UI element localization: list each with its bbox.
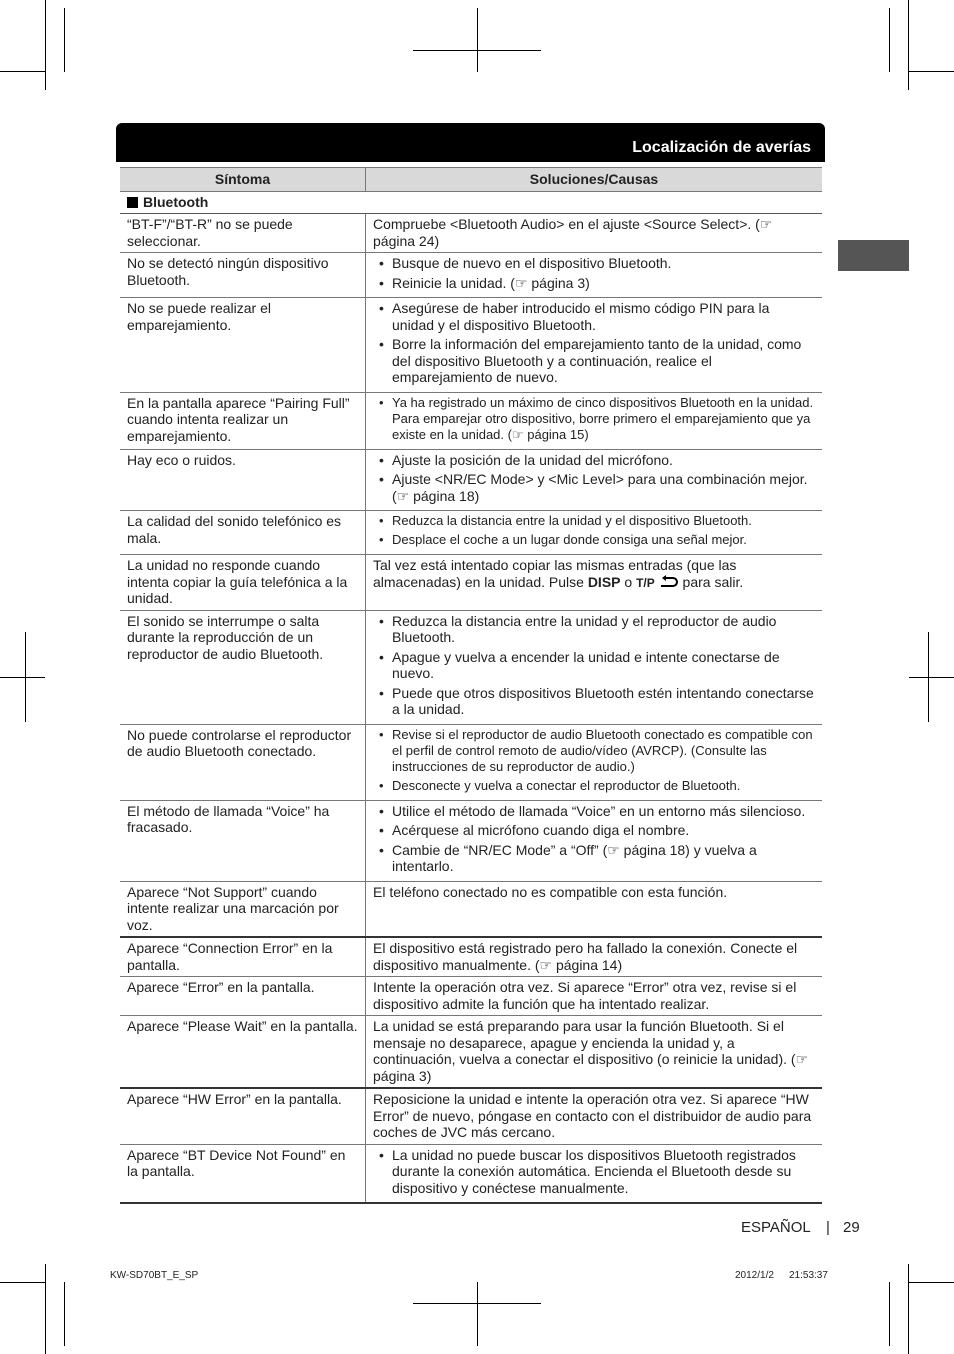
crop-mark <box>45 1264 46 1354</box>
footer-separator: | <box>826 1219 830 1236</box>
list-item: • Ajuste <NR/EC Mode> y <Mic Level> para una combinación mejor. (☞ página 18) <box>373 471 815 504</box>
section-label: Bluetooth <box>143 193 209 210</box>
symptom-cell: Aparece “Connection Error” en la pantalla. <box>120 937 366 977</box>
crop-mark <box>908 1264 909 1354</box>
solution-cell <box>366 253 823 298</box>
symptom-cell: En la pantalla aparece “Pairing Full” cuando intenta realizar un emparejamiento. <box>120 392 366 449</box>
print-time: 21:53:37 <box>789 1270 828 1281</box>
crop-mark <box>64 1282 65 1346</box>
list-item: • Asegúrese de haber introducido el mismo código PIN para la unidad y el dispositivo Bluetooth. <box>373 300 815 333</box>
symptom-cell: Aparece “HW Error” en la pantalla. <box>120 1088 366 1144</box>
crop-mark <box>908 0 909 90</box>
crop-mark <box>0 71 45 72</box>
table-row <box>120 449 822 511</box>
list-item: • Cambie de “NR/EC Mode” a “Off” (☞ página 18) y vuelva a intentarlo. <box>373 842 815 875</box>
symptom-cell: No se puede realizar el emparejamiento. <box>120 298 366 393</box>
table-row <box>120 937 822 977</box>
table-row <box>120 881 822 937</box>
table-row <box>120 1144 822 1203</box>
square-bullet-icon <box>127 197 138 208</box>
solution-cell <box>366 392 823 449</box>
symptom-cell: No se detectó ningún dispositivo Bluetooth. <box>120 253 366 298</box>
crop-mark <box>0 677 45 678</box>
symptom-cell: No puede controlarse el reproductor de audio Bluetooth conectado. <box>120 724 366 800</box>
list-item: • Apague y vuelva a encender la unidad e intente conectarse de nuevo. <box>373 649 815 682</box>
crop-mark <box>889 8 890 72</box>
solution-cell <box>366 511 823 555</box>
solution-cell <box>366 610 823 724</box>
page-title: Localización de averías <box>632 139 811 156</box>
solution-cell <box>366 1144 823 1203</box>
symptom-cell: El sonido se interrumpe o salta durante la reproducción de un reproductor de audio Bluetooth. <box>120 610 366 724</box>
table-row <box>120 253 822 298</box>
crop-mark <box>928 632 929 722</box>
list-item: • Ajuste la posición de la unidad del micrófono. <box>373 452 815 469</box>
troubleshooting-table <box>120 167 822 1204</box>
list-item: • La unidad no puede buscar los dispositivos Bluetooth registrados durante la conexión automática. Encienda el Bluetooth desde su dispositivo y conéctese manualmente. <box>373 1147 815 1197</box>
section-row <box>120 191 822 214</box>
symptom-cell: El método de llamada “Voice” ha fracasado. <box>120 800 366 881</box>
disp-key: DISP <box>587 573 621 590</box>
table-row <box>120 724 822 800</box>
list-item: • Borre la información del emparejamiento tanto de la unidad, como del dispositivo Bluetooth y a continuación, realice el emparejamiento de nuevo. <box>373 336 815 386</box>
table-row <box>120 977 822 1016</box>
crop-mark <box>909 1282 954 1283</box>
crop-mark <box>477 8 478 72</box>
symptom-cell: La unidad no responde cuando intenta copiar la guía telefónica a la unidad. <box>120 555 366 611</box>
tp-key: T/P <box>636 575 655 590</box>
solution-cell <box>366 555 823 611</box>
table-row <box>120 1088 822 1144</box>
crop-mark <box>889 1282 890 1346</box>
list-item: • Utilice el método de llamada “Voice” en un entorno más silencioso. <box>373 803 815 820</box>
solution-cell: Intente la operación otra vez. Si aparece “Error” otra vez, revise si el dispositivo admite la función que ha intentado realizar. <box>366 977 823 1016</box>
crop-mark <box>45 0 46 90</box>
crop-mark <box>909 677 954 678</box>
header-solutions: Soluciones/Causas <box>366 168 823 192</box>
symptom-cell: Aparece “BT Device Not Found” en la pantalla. <box>120 1144 366 1203</box>
symptom-cell: Hay eco o ruidos. <box>120 449 366 511</box>
solution-cell <box>366 298 823 393</box>
solution-cell: El teléfono conectado no es compatible con esta función. <box>366 881 823 937</box>
model-code: KW-SD70BT_E_SP <box>110 1270 199 1281</box>
list-item: • Acérquese al micrófono cuando diga el nombre. <box>373 822 815 839</box>
crop-mark <box>0 1282 45 1283</box>
symptom-cell: “BT-F”/“BT-R” no se puede seleccionar. <box>120 214 366 253</box>
print-date: 2012/1/2 <box>735 1270 774 1281</box>
list-item: • Puede que otros dispositivos Bluetooth estén intentando conectarse a la unidad. <box>373 685 815 718</box>
list-item: • Reinicie la unidad. (☞ página 3) <box>373 275 815 292</box>
symptom-cell: Aparece “Please Wait” en la pantalla. <box>120 1016 366 1089</box>
table-row <box>120 1016 822 1089</box>
crop-mark <box>64 8 65 72</box>
table-row <box>120 511 822 555</box>
list-item: • Desconecte y vuelva a conectar el reproductor de Bluetooth. <box>373 778 815 794</box>
section-title <box>120 191 822 214</box>
back-arrow-icon <box>659 574 679 588</box>
symptom-cell: Aparece “Not Support” cuando intente realizar una marcación por voz. <box>120 881 366 937</box>
crop-mark <box>909 71 954 72</box>
list-item: • Reduzca la distancia entre la unidad y el reproductor de audio Bluetooth. <box>373 613 815 646</box>
section-side-tab <box>838 240 909 271</box>
crop-mark <box>25 632 26 722</box>
table-row <box>120 392 822 449</box>
solution-text: para salir. <box>678 573 744 590</box>
solution-cell <box>366 449 823 511</box>
solution-cell: El dispositivo está registrado pero ha fallado la conexión. Conecte el dispositivo manualmente. (☞ página 14) <box>366 937 823 977</box>
symptom-cell: Aparece “Error” en la pantalla. <box>120 977 366 1016</box>
table-header-row <box>120 168 822 192</box>
solution-cell: Reposicione la unidad e intente la operación otra vez. Si aparece “HW Error” de nuevo, póngase en contacto con el distribuidor de audio para coches de JVC más cercano. <box>366 1088 823 1144</box>
list-item: • Busque de nuevo en el dispositivo Bluetooth. <box>373 255 815 272</box>
crop-mark <box>477 1282 478 1346</box>
symptom-cell: La calidad del sonido telefónico es mala. <box>120 511 366 555</box>
solution-cell: Compruebe <Bluetooth Audio> en el ajuste <Source Select>. (☞ página 24) <box>366 214 823 253</box>
solution-text: Tal vez está intentado copiar las mismas entradas (que las almacenadas) en la unidad. Pulse <box>373 557 737 590</box>
solution-cell: La unidad se está preparando para usar la función Bluetooth. Si el mensaje no desaparece, apague y encienda la unidad y, a continuación, vuelva a conectar el dispositivo (o reinicie la unidad). (☞ página 3) <box>366 1016 823 1089</box>
footer-language: ESPAÑOL <box>741 1219 811 1236</box>
list-item: • Ya ha registrado un máximo de cinco dispositivos Bluetooth en la unidad. Para emparejar otro dispositivo, borre primero el emparejamiento que ya existe en la unidad. (☞ página 15) <box>373 395 815 443</box>
table-row <box>120 610 822 724</box>
list-item: • Revise si el reproductor de audio Bluetooth conectado es compatible con el perfil de control remoto de audio/vídeo (AVRCP). (Consulte las instrucciones de su reproductor de audio.) <box>373 727 815 775</box>
table-row <box>120 298 822 393</box>
page-number: 29 <box>843 1219 860 1236</box>
solution-text: o <box>620 573 637 590</box>
list-item: • Reduzca la distancia entre la unidad y el dispositivo Bluetooth. <box>373 513 815 529</box>
table-row <box>120 555 822 611</box>
solution-cell <box>366 724 823 800</box>
solution-cell <box>366 800 823 881</box>
title-bar <box>116 123 825 162</box>
table-row <box>120 800 822 881</box>
table-row <box>120 214 822 253</box>
list-item: • Desplace el coche a un lugar donde consiga una señal mejor. <box>373 532 815 548</box>
header-symptom: Síntoma <box>120 168 366 192</box>
